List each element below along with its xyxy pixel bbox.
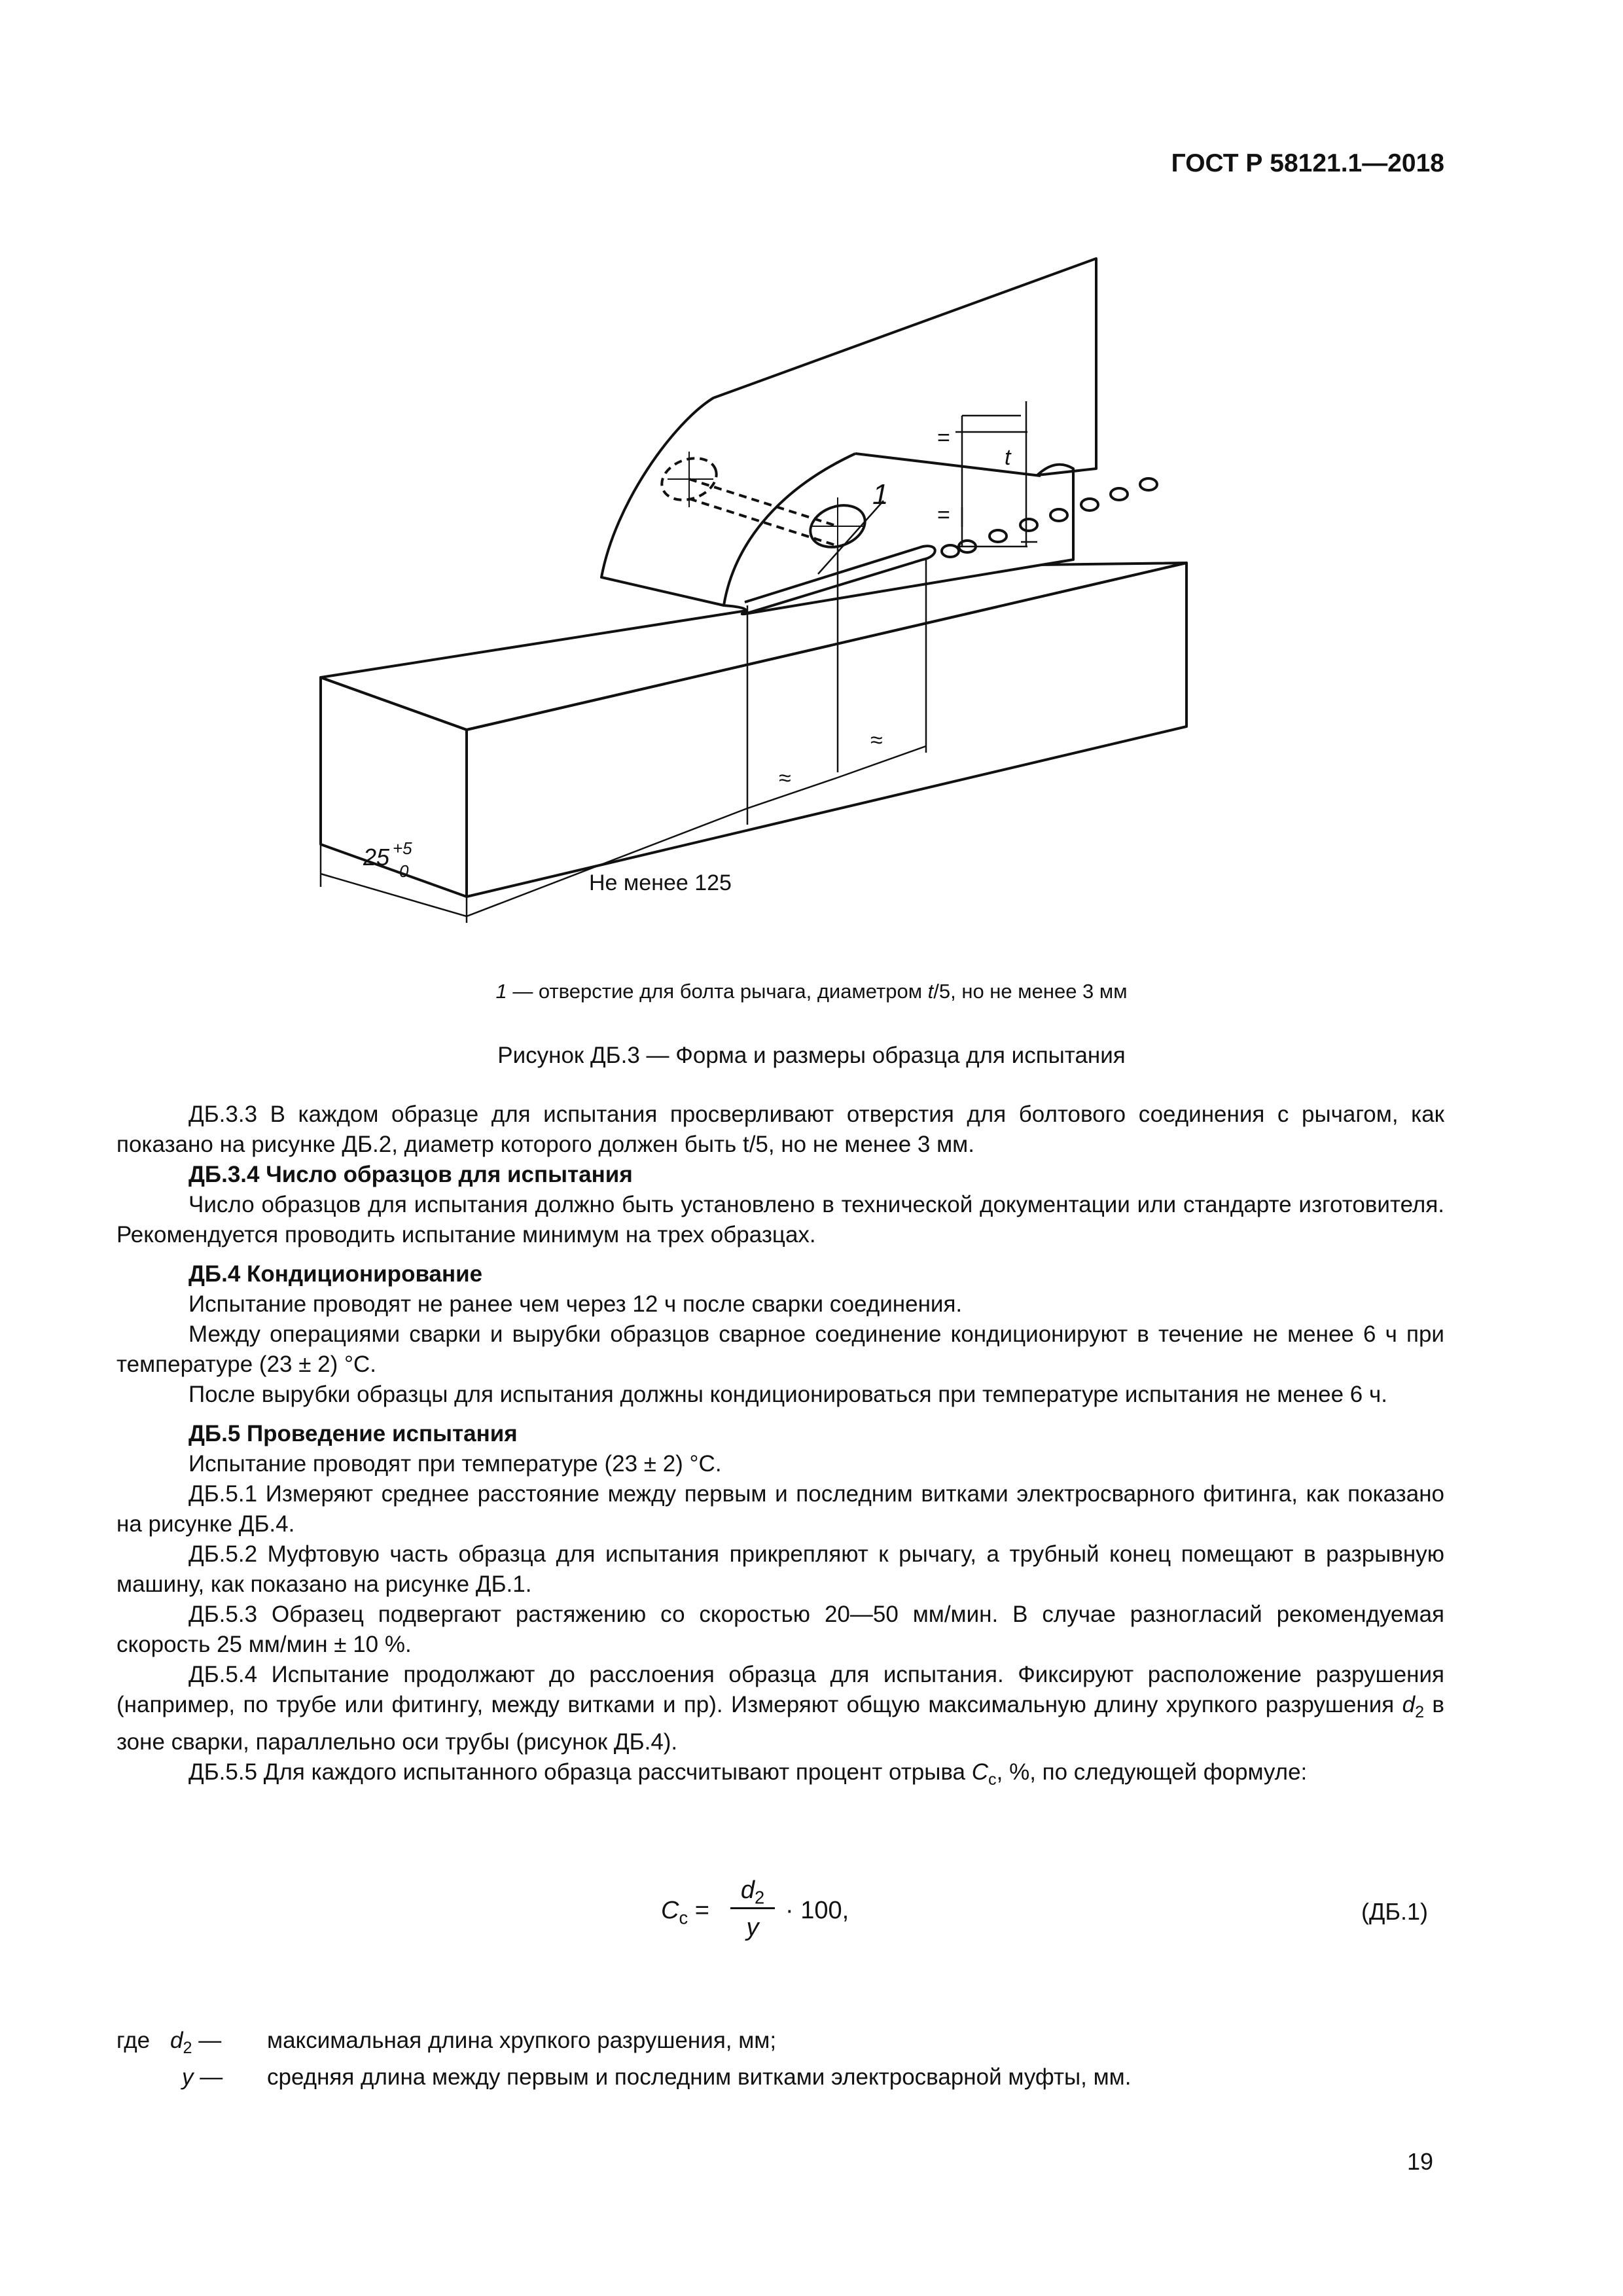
dim-length: Не менее 125 bbox=[589, 870, 732, 895]
paragraph-text: ДБ.5.4 Испытание продолжают до расслоения образца для испытания. Фиксируют расположение разрушения (например, по трубе или фитингу, между витками и пр). Измеряют общую максимальную длину хрупкого разрушения bbox=[116, 1662, 1444, 1717]
formula-var-d: d bbox=[740, 1876, 755, 1904]
var-d: d bbox=[1402, 1692, 1416, 1717]
formula bbox=[628, 1873, 890, 1952]
dim-eq-bottom: = bbox=[937, 503, 950, 528]
dim-25-upper: +5 bbox=[393, 838, 412, 858]
formula-sub-c: c bbox=[679, 1907, 688, 1928]
paragraph: После вырубки образцы для испытания должны кондиционироваться при температуре испытания не менее 6 ч. bbox=[188, 1382, 1387, 1407]
legend-text-before: — отверстие для болта рычага, диаметром bbox=[507, 980, 928, 1003]
where-item-text: средняя длина между первым и последним витками электросварной муфты, мм. bbox=[267, 2064, 1132, 2090]
paragraph: ДБ.5.1 Измеряют среднее расстояние между первым и последним витками электросварного фитинга, как показано на рисунке ДБ.4. bbox=[116, 1481, 1444, 1537]
paragraph: Число образцов для испытания должно быть установлено в технической документации или стандарте изготовителя. Рекомендуется проводить испытание минимум на трех образцах. bbox=[116, 1192, 1444, 1247]
paragraph: ДБ.5.3 Образец подвергают растяжению со скоростью 20—50 мм/мин. В случае разногласий рекомендуемая скорость 25 мм/мин ± 10 %. bbox=[116, 1602, 1444, 1657]
callout-1: 1 bbox=[872, 478, 889, 511]
paragraph-text: , %, по следующей формуле: bbox=[996, 1759, 1308, 1785]
dim-approx-2: ≈ bbox=[870, 728, 883, 753]
paragraph: Испытание проводят не ранее чем через 12 ч после сварки соединения. bbox=[188, 1291, 963, 1317]
document-code: ГОСТ Р 58121.1—2018 bbox=[1171, 149, 1444, 177]
fitting-block bbox=[601, 259, 1096, 614]
section-heading: ДБ.5 Проведение испытания bbox=[188, 1421, 518, 1446]
where-sub-d: 2 bbox=[183, 2039, 192, 2057]
page-number: 19 bbox=[1407, 2148, 1434, 2175]
where-item-label bbox=[182, 2059, 223, 2095]
formula-legend bbox=[116, 2022, 1444, 2096]
legend-number: 1 bbox=[495, 980, 507, 1003]
figure-legend bbox=[0, 980, 1623, 1003]
equation-number: (ДБ.1) bbox=[1361, 1898, 1429, 1925]
extension-lines bbox=[321, 546, 926, 923]
paragraph: ДБ.3.3 В каждом образце для испытания просверливают отверстия для болтового соединения с рычагом, как показано на рисунке ДБ.2, диаметр которого должен быть t/5, но не менее 3 мм. bbox=[116, 1102, 1444, 1157]
where-var-y: y bbox=[182, 2064, 194, 2090]
formula-var-c: C bbox=[661, 1897, 679, 1924]
paragraph-text: в зоне сварки, параллельно оси трубы (рисунок ДБ.4). bbox=[116, 1692, 1444, 1755]
specimen-drawing bbox=[308, 249, 1257, 929]
paragraph bbox=[116, 1757, 1444, 1795]
subscript: c bbox=[988, 1770, 997, 1789]
subscript: 2 bbox=[1415, 1703, 1425, 1721]
formula-fraction bbox=[726, 1873, 779, 1946]
formula-equals: = bbox=[688, 1897, 709, 1924]
var-c: C bbox=[971, 1759, 989, 1785]
formula-var-y: y bbox=[746, 1914, 759, 1941]
formula-denominator bbox=[726, 1909, 779, 1946]
dim-25-lower: 0 bbox=[399, 861, 409, 881]
figure-caption: Рисунок ДБ.3 — Форма и размеры образца для испытания bbox=[497, 1043, 1126, 1068]
bar-side-face bbox=[467, 563, 1186, 897]
bar-front-face bbox=[321, 677, 467, 897]
paragraph: Испытание проводят при температуре (23 ± 2) °С. bbox=[188, 1451, 722, 1477]
section-heading: ДБ.3.4 Число образцов для испытания bbox=[188, 1162, 633, 1187]
dim-approx-1: ≈ bbox=[779, 766, 791, 791]
paragraph: ДБ.5.2 Муфтовую часть образца для испытания прикрепляют к рычагу, а трубный конец помещают в разрывную машину, как показано на рисунке ДБ.1. bbox=[116, 1541, 1444, 1597]
paragraph-text: ДБ.5.5 Для каждого испытанного образца рассчитывают процент отрыва bbox=[188, 1759, 972, 1785]
paragraph bbox=[116, 1660, 1444, 1757]
dim-25-main: 25 bbox=[363, 844, 390, 870]
where-dash: — bbox=[193, 2064, 223, 2090]
legend-text-after: /5, но не менее 3 мм bbox=[933, 980, 1128, 1003]
formula-legend-row bbox=[116, 2022, 1444, 2059]
legend-var: t bbox=[927, 980, 934, 1003]
where-dash: — bbox=[192, 2028, 222, 2053]
dim-eq-top: = bbox=[937, 425, 950, 450]
formula-sub-d: 2 bbox=[754, 1887, 765, 1908]
paragraph: Между операциями сварки и вырубки образцов сварное соединение кондиционируют в течение не менее 6 ч при температуре (23 ± 2) °С. bbox=[116, 1321, 1444, 1377]
formula-numerator bbox=[726, 1873, 779, 1907]
where-item-text: максимальная длина хрупкого разрушения, мм; bbox=[267, 2028, 777, 2053]
where-lead: где bbox=[116, 2028, 151, 2053]
section-heading: ДБ.4 Кондиционирование bbox=[188, 1261, 483, 1287]
dim-t-label: t bbox=[1005, 445, 1011, 470]
where-var-d: d bbox=[170, 2028, 183, 2053]
formula-rhs: · 100, bbox=[785, 1897, 849, 1924]
formula-lhs bbox=[661, 1897, 709, 1929]
formula-legend-row bbox=[116, 2059, 1444, 2096]
body-text bbox=[116, 1100, 1444, 1795]
specimen-figure bbox=[308, 249, 1257, 929]
